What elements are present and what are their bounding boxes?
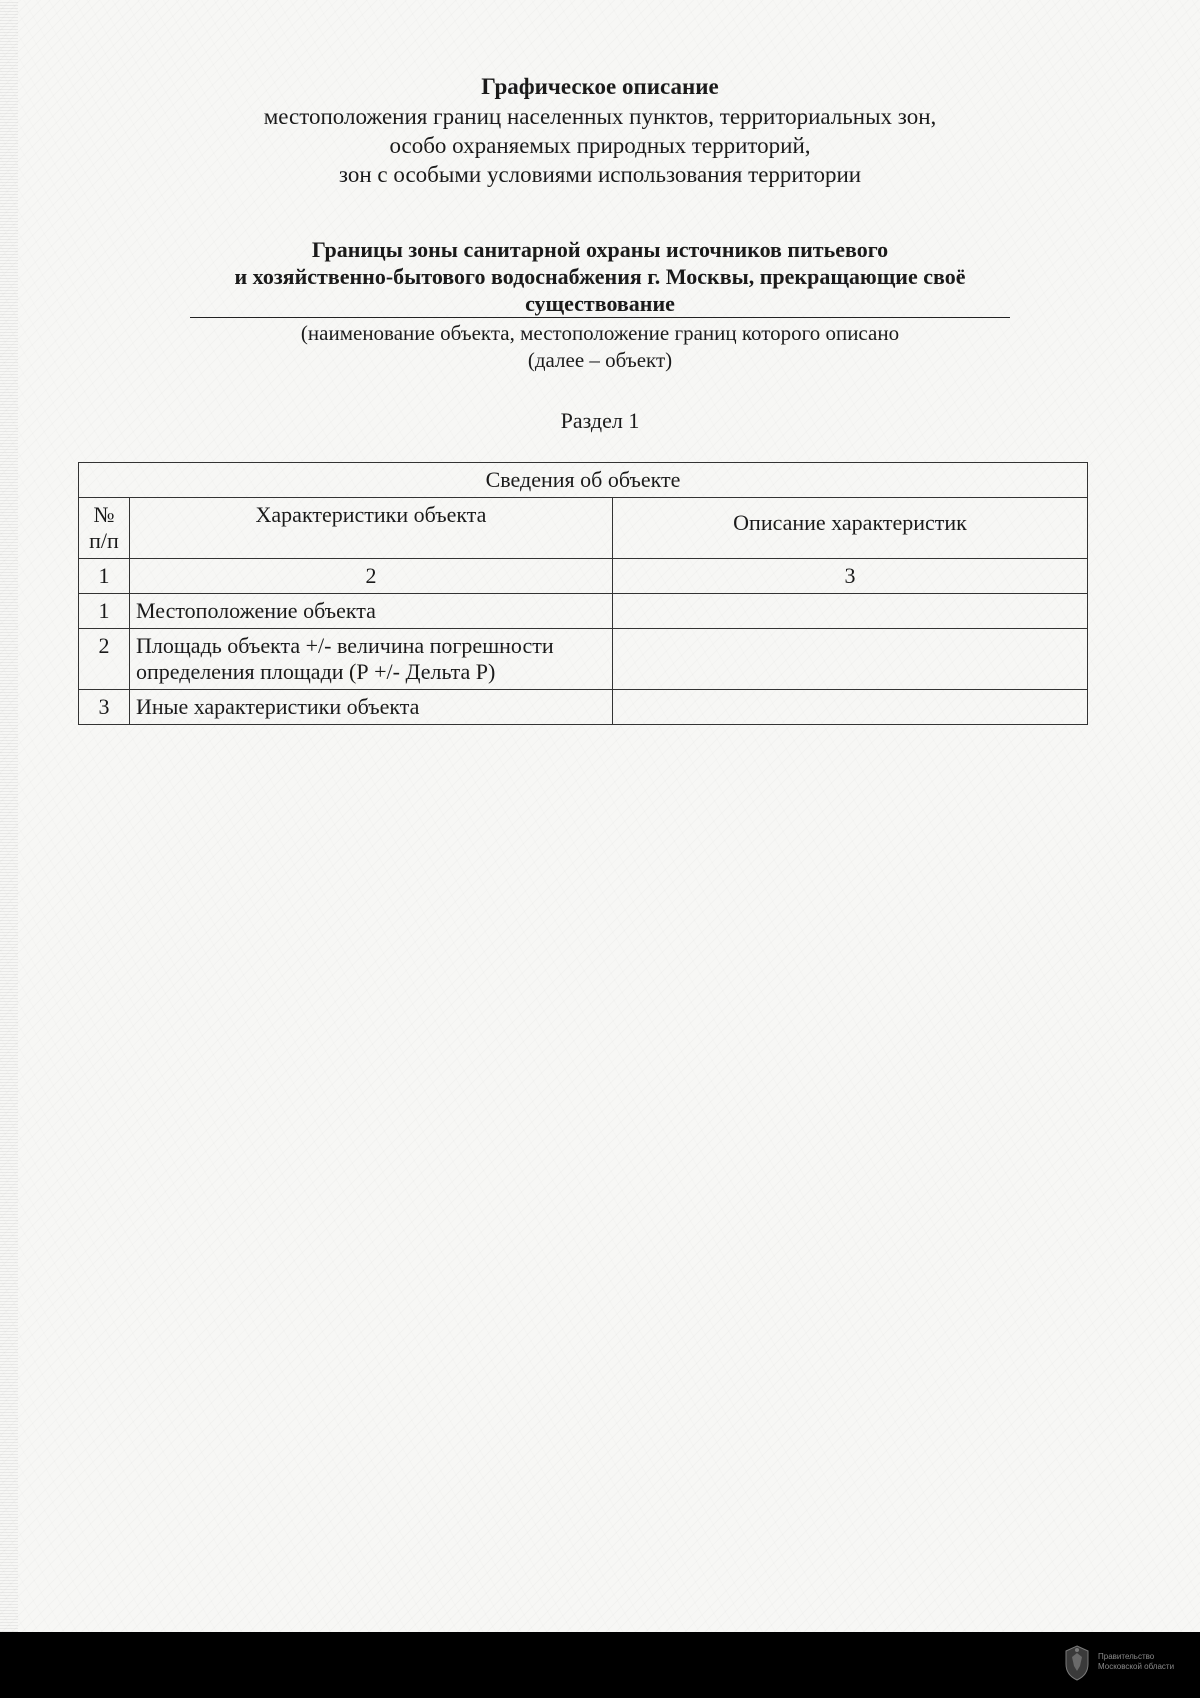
row-characteristic: Иные характеристики объекта: [130, 690, 613, 725]
document-subtitle-line: местоположения границ населенных пунктов, территориальных зон,: [263, 104, 937, 129]
object-name-line: существование: [525, 291, 675, 316]
object-caption: [190, 320, 1010, 374]
row-number: 3: [79, 690, 130, 725]
row-characteristic: Местоположение объекта: [130, 594, 613, 629]
footer-bar: [0, 1632, 1200, 1698]
table-row: [79, 690, 1088, 725]
object-name-line: и хозяйственно-бытового водоснабжения г. Москвы, прекращающие своё: [234, 264, 966, 289]
footer-stamp-line: Правительство: [1098, 1652, 1155, 1661]
object-caption-line: (далее – объект): [527, 348, 673, 372]
row-number: 1: [79, 594, 130, 629]
column-number-row: [79, 559, 1088, 594]
object-name-block: [190, 236, 1010, 374]
column-number: 2: [130, 559, 613, 594]
footer-stamp: [1098, 1652, 1198, 1672]
table-caption: Сведения об объекте: [79, 463, 1088, 498]
document-subtitle-line: особо охраняемых природных территорий,: [389, 133, 811, 158]
row-description: [613, 690, 1088, 725]
row-description: [613, 629, 1088, 690]
footer-stamp-line: Московской области: [1098, 1662, 1175, 1671]
coat-of-arms-icon: [1062, 1644, 1092, 1682]
table-caption-row: [79, 463, 1088, 498]
header-description: Описание характеристик: [613, 498, 1088, 559]
row-description: [613, 594, 1088, 629]
header-characteristic: Характеристики объекта: [130, 498, 613, 559]
document-title: Графическое описание: [481, 74, 719, 99]
section-label: Раздел 1: [560, 408, 640, 433]
table-row: [79, 594, 1088, 629]
table-header-row: [79, 498, 1088, 559]
object-name-line: Границы зоны санитарной охраны источников питьевого: [311, 237, 889, 262]
object-name: [190, 236, 1010, 318]
document-header: [0, 72, 1200, 189]
document-subtitle-line: зон с особыми условиями использования территории: [338, 162, 862, 187]
column-number: 1: [79, 559, 130, 594]
object-info-table: [78, 462, 1088, 725]
header-number: № п/п: [79, 498, 130, 559]
object-caption-line: (наименование объекта, местоположение границ которого описано: [300, 321, 900, 345]
table-row: [79, 629, 1088, 690]
scan-edge: [0, 0, 18, 1632]
column-number: 3: [613, 559, 1088, 594]
row-number: 2: [79, 629, 130, 690]
row-characteristic: Площадь объекта +/- величина погрешности определения площади (Р +/- Дельта Р): [130, 629, 613, 690]
